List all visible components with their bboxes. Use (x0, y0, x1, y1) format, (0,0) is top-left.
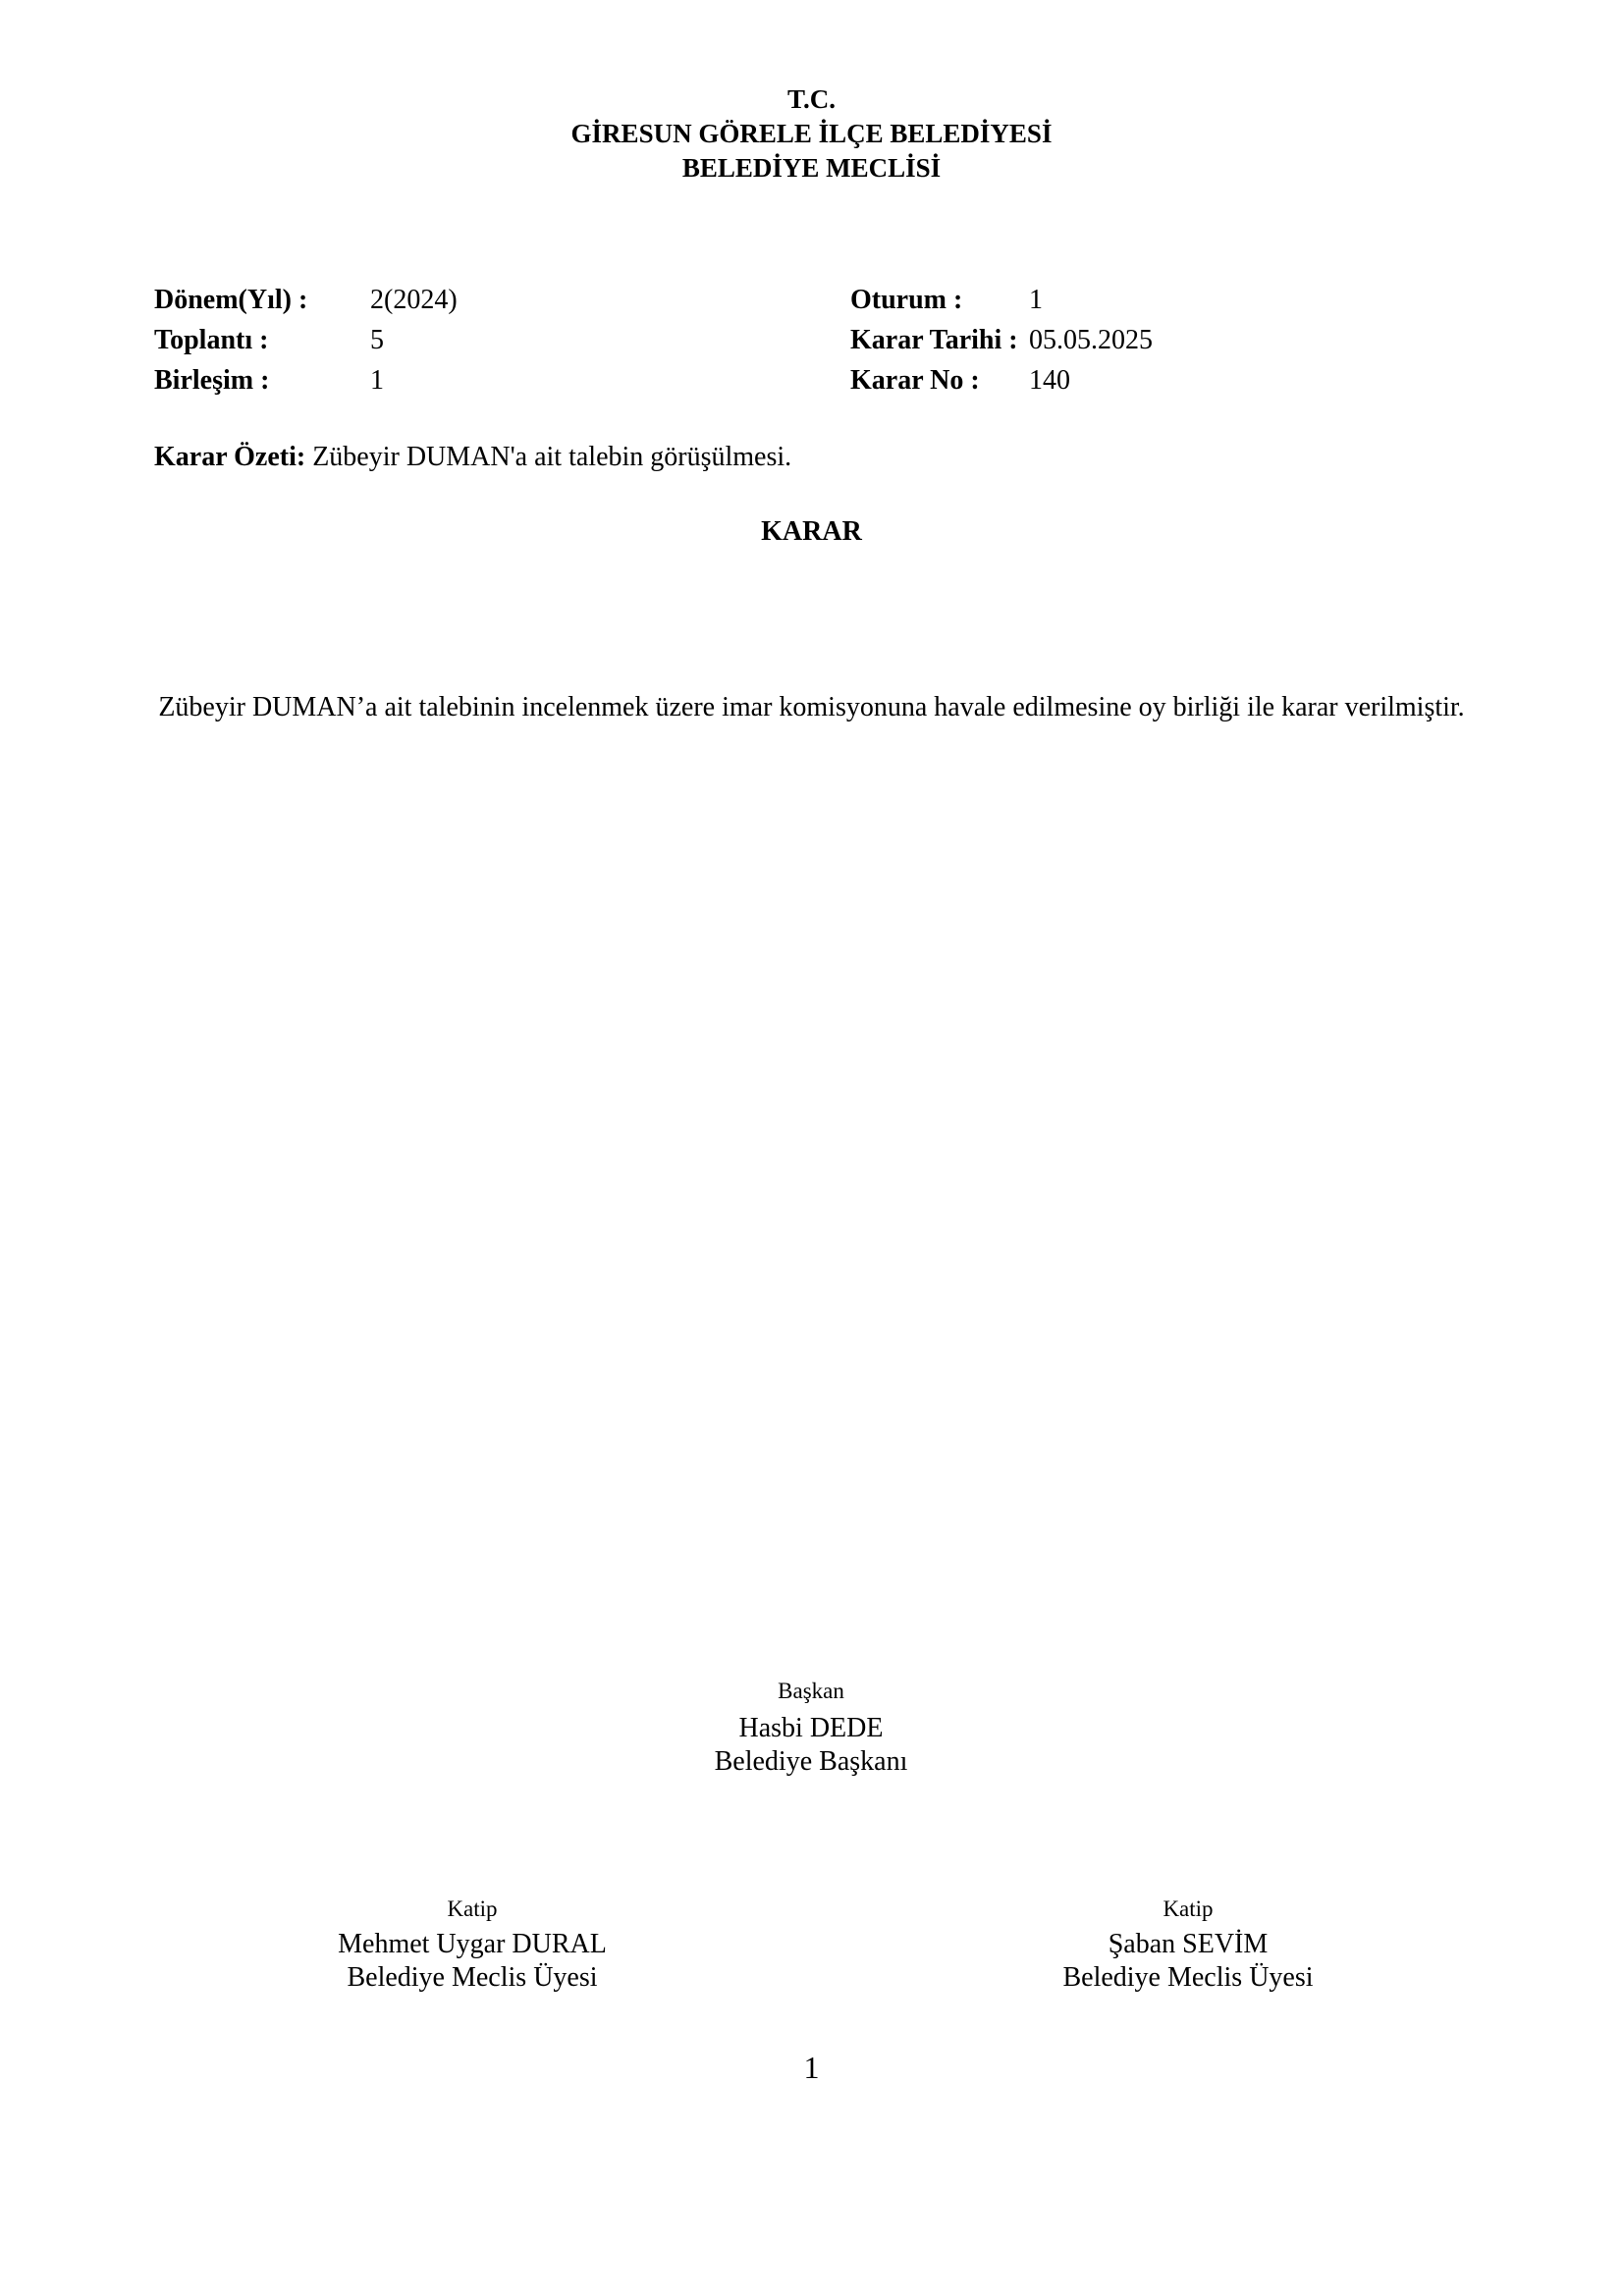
header-municipality: GİRESUN GÖRELE İLÇE BELEDİYESİ (570, 119, 1053, 148)
toplanti-label: Toplantı : (154, 325, 269, 355)
karar-tarihi-label: Karar Tarihi : (850, 325, 1018, 355)
karar-no-label: Karar No : (850, 365, 980, 396)
donem-value: 2(2024) (370, 285, 458, 315)
birlesim-label: Birleşim : (154, 365, 270, 396)
clerk-left-title: Belediye Meclis Üyesi (347, 1962, 598, 1993)
clerk-signature-block-left (276, 1893, 669, 1995)
toplanti-value: 5 (370, 325, 384, 355)
president-signature-block (615, 1675, 1007, 1779)
decision-heading: KARAR (761, 516, 862, 547)
birlesim-value: 1 (370, 365, 384, 396)
header-country: T.C. (786, 84, 836, 114)
president-name: Hasbi DEDE (738, 1713, 884, 1743)
header-council: BELEDİYE MECLİSİ (681, 153, 942, 183)
summary-text: Zübeyir DUMAN'a ait talebin görüşülmesi. (305, 442, 792, 472)
decision-summary (154, 439, 791, 476)
decision-body: Zübeyir DUMAN’a ait talebinin incelenmek üzere imar komisyonuna havale edilmesine oy birliği ile karar verilmiştir. (158, 692, 1465, 722)
president-title: Belediye Başkanı (714, 1746, 908, 1777)
oturum-value: 1 (1029, 285, 1043, 315)
karar-tarihi-value: 05.05.2025 (1029, 325, 1153, 355)
clerk-left-role: Katip (447, 1896, 498, 1921)
oturum-label: Oturum : (850, 285, 963, 315)
clerk-signature-block-right (992, 1893, 1384, 1995)
clerk-left-name: Mehmet Uygar DURAL (338, 1929, 607, 1959)
page-number: 1 (803, 2050, 820, 2085)
clerk-right-name: Şaban SEVİM (1108, 1929, 1269, 1959)
clerk-right-title: Belediye Meclis Üyesi (1062, 1962, 1314, 1993)
president-role: Başkan (778, 1679, 844, 1703)
clerk-right-role: Katip (1163, 1896, 1214, 1921)
summary-label: Karar Özeti: (154, 442, 306, 472)
karar-no-value: 140 (1029, 365, 1070, 396)
donem-label: Dönem(Yıl) : (154, 285, 308, 315)
document-header (0, 82, 1623, 186)
